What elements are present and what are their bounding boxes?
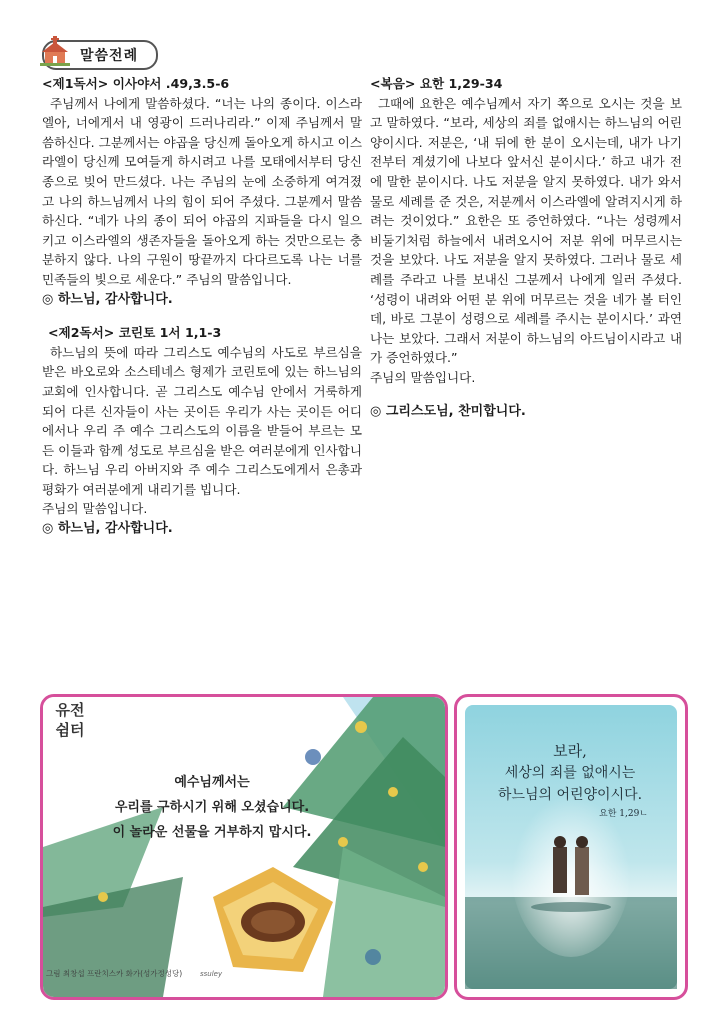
gospel-closing: 주님의 말씀입니다. bbox=[370, 369, 476, 385]
left-column bbox=[42, 74, 362, 539]
card-credit: 그림 최창섭 프란치스카 화가(성가정성당) bbox=[46, 969, 183, 978]
card-message bbox=[96, 770, 328, 845]
section-title: 말씀전례 bbox=[80, 48, 139, 64]
verse-reference: 요한 1,29ㄴ bbox=[599, 809, 648, 819]
verse-line-2: 세상의 죄를 없애시는 bbox=[504, 765, 636, 781]
reading2-response: ◎ 하느님, 감사합니다. bbox=[42, 521, 173, 537]
card-logo bbox=[50, 700, 90, 740]
logo-line-1: 유전 bbox=[55, 701, 85, 719]
verse-line-3: 하느님의 어린양이시다. bbox=[497, 787, 643, 803]
reading1-heading: <제1독서> 이사야서 .49,3.5-6 bbox=[42, 76, 230, 91]
reading1-response: ◎ 하느님, 감사합니다. bbox=[42, 291, 173, 307]
verse-text bbox=[470, 740, 670, 819]
reading2-text: 하느님의 뜻에 따라 그리스도 예수님의 사도로 부르심을 받은 바오로와 소스테네스 형제가 코린토에 있는 하느님의 교회에 인사합니다. 곧 그리스도 예수님 안에서 거룩하게 되어 다른 신자들이 사는 곳이든 우리가 사는 곳이든 어디에서나 우리 주 예수 그리스도의 이름을 받들어 부르는 모든 이들과 함께 성도로 부르심을 받은 여러분에게 인사합니다. 하느님 우리 아버지와 주 예수 그리스도에게서 은총과 평화가 여러분에게 내리기를 빕니다. bbox=[42, 344, 362, 497]
verse-line-1: 보라, bbox=[553, 742, 587, 760]
section-badge bbox=[42, 40, 158, 70]
gospel-response: ◎ 그리스도님, 찬미합니다. bbox=[370, 403, 526, 419]
gospel-text: 그때에 요한은 예수님께서 자기 쪽으로 오시는 것을 보고 말하였다. “보라, 세상의 죄를 없애시는 하느님의 어린양이시다. 저분은, ‘내 뒤에 한 분이 오시는데, 내가 나기 전부터 계셨기에 나보다 앞서신 분이시다.’ 하고 내가 전에 말한 분이시다. 나도 저분을 알지 못하였다. 내가 와서 물로 세례를 준 것은, 저분께서 이스라엘에 알려지시게 하려는 것이었다.” 요한은 또 증언하였다. “나는 성령께서 비둘기처럼 하늘에서 내려오시어 저분 위에 머무르시는 것을 보았다. 나도 저분을 알지 못하였다. 그러나 물로 세례를 주라고 나를 보내신 그분께서 나에게 일러 주셨다. ‘성령이 내려와 어떤 분 위에 머무르는 것을 네가 볼 터인데, 바로 그분이 성령으로 세례를 주시는 분이시다.’ 과연 나는 보았다. 그래서 저분이 하느님의 아드님이시라고 내가 증언하였다.” bbox=[370, 95, 682, 366]
reading1-text: 주님께서 나에게 말씀하셨다. “너는 나의 종이다. 이스라엘아, 너에게서 내 영광이 드러나리라.” 이제 주님께서 말씀하신다. 그분께서는 야곱을 당신께 돌아오게 하시고 이스라엘이 당신께 모여들게 하시려고 나를 모태에서부터 당신 종으로 빚어 만드셨다. 나는 주님의 눈에 소중하게 여겨졌고 나의 하느님께서 나의 힘이 되어 주셨다. 그분께서 말씀하신다. “네가 나의 종이 되어 야곱의 지파들을 다시 일으키고 이스라엘의 생존자들을 돌아오게 하는 것만으로는 충분하지 않다. 나의 구원이 땅끝까지 다다르도록 나는 너를 민족들의 빛으로 세운다.” 주님의 말씀입니다. bbox=[42, 95, 362, 287]
right-column bbox=[370, 74, 682, 421]
card-message-line-1: 예수님께서는 bbox=[174, 775, 250, 790]
card-message-line-3: 이 놀라운 선물을 거부하지 맙시다. bbox=[112, 825, 312, 840]
reading2-heading: <제2독서> 코린토 1서 1,1-3 bbox=[48, 325, 222, 341]
logo-line-2: 쉼터 bbox=[55, 721, 85, 739]
gospel-heading: <복음> 요한 1,29-34 bbox=[370, 76, 503, 91]
christmas-tree-illustration bbox=[43, 697, 445, 997]
church-icon bbox=[38, 36, 72, 68]
reading2-closing: 주님의 말씀입니다. bbox=[42, 501, 148, 517]
card-signature: ssuley bbox=[200, 970, 223, 978]
illustration-card-left bbox=[40, 694, 448, 1000]
card-message-line-2: 우리를 구하시기 위해 오셨습니다. bbox=[114, 800, 310, 815]
